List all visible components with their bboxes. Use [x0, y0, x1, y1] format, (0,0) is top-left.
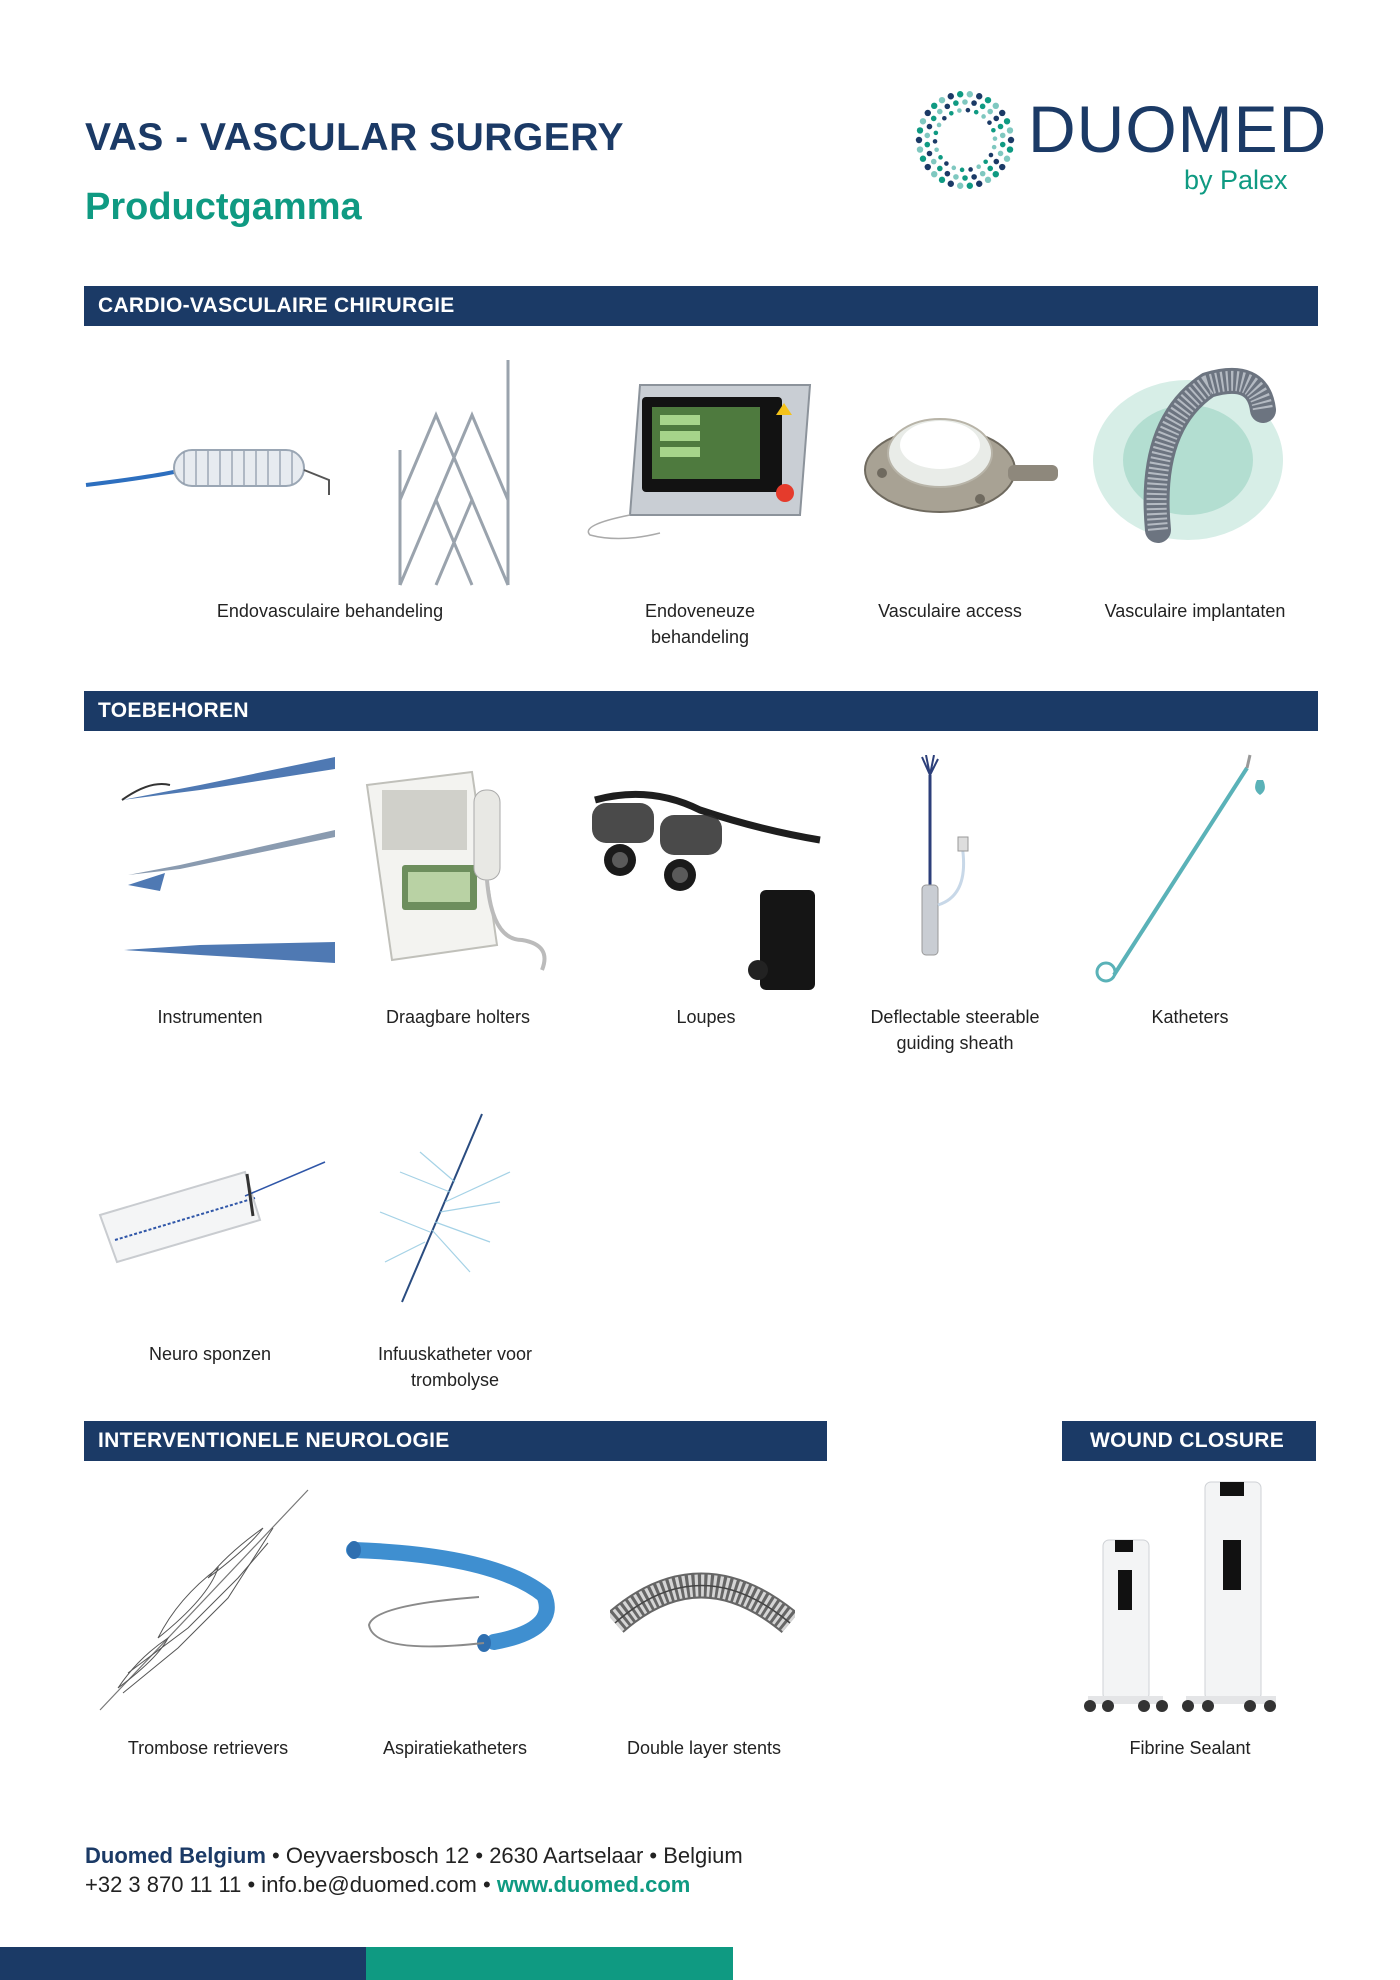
logo-dot	[962, 99, 968, 105]
logo-dot	[980, 171, 986, 177]
product-label: Instrumenten	[157, 1007, 263, 1027]
logo-dot	[925, 110, 931, 116]
logo-dot	[937, 166, 943, 172]
logo-dot	[920, 118, 926, 124]
product-neuro-sponges[interactable]	[95, 1160, 330, 1270]
logo-dot	[931, 159, 937, 165]
duomed-logo	[910, 85, 1330, 200]
logo-dot	[927, 151, 933, 157]
logo-dot	[991, 128, 996, 133]
logo-dot	[999, 164, 1005, 170]
logo-dot	[939, 177, 945, 183]
logo-dot	[957, 108, 962, 113]
logo-dot	[1000, 142, 1006, 148]
access-port-icon	[860, 395, 1060, 520]
logo-dot	[1004, 118, 1010, 124]
logo-dot	[942, 116, 947, 121]
product-thrombus-retrievers[interactable]	[98, 1488, 310, 1713]
logo-dot	[985, 177, 991, 183]
product-label: Aspiratiekatheters	[382, 1738, 528, 1758]
logo-wordmark: DUOMED	[1028, 92, 1328, 166]
logo-dot	[967, 183, 973, 189]
logo-dot	[999, 110, 1005, 116]
logo-dot	[927, 124, 933, 130]
logo-dot	[993, 171, 999, 177]
logo-dot	[993, 136, 998, 141]
section-header-cardio: CARDIO-VASCULAIRE CHIRURGIE	[84, 286, 1318, 326]
page-title: VAS - VASCULAR SURGERY	[85, 116, 624, 159]
logo-dot	[987, 120, 992, 125]
product-label: Endoveneuze behandeling	[644, 601, 756, 647]
logo-dot	[1000, 133, 1006, 139]
product-label: Neuro sponzen	[148, 1344, 272, 1364]
logo-dot	[949, 111, 954, 116]
product-label: Loupes	[676, 1007, 736, 1027]
logo-dot	[917, 127, 923, 133]
logo-dot	[937, 109, 943, 115]
product-catheters[interactable]	[1092, 750, 1272, 990]
logo-dot	[931, 116, 937, 122]
product-aspiration-catheters[interactable]	[344, 1535, 559, 1655]
logo-dot	[993, 159, 999, 165]
logo-dot	[1007, 146, 1013, 152]
logo-dot	[934, 131, 939, 136]
logo-dot	[925, 164, 931, 170]
logo-dot	[931, 171, 937, 177]
product-label: Vasculaire access	[878, 601, 1022, 621]
product-label: Fibrine Sealant	[1129, 1738, 1251, 1758]
logo-dot	[971, 100, 977, 106]
vascular-graft-icon	[1088, 365, 1298, 545]
logo-dot	[966, 108, 971, 113]
product-label: Katheters	[1151, 1007, 1229, 1027]
logo-dot	[916, 137, 922, 143]
logo-dot	[998, 124, 1004, 130]
logo-subline: by Palex	[1184, 165, 1288, 195]
product-label: Double layer stents	[626, 1738, 782, 1758]
page-subtitle: Productgamma	[85, 186, 362, 228]
surgical-instruments-icon	[120, 745, 335, 970]
product-double-layer-stents[interactable]	[610, 1563, 795, 1638]
product-label: Endovasculaire behandeling	[216, 601, 444, 621]
product-infusion-catheter[interactable]	[360, 1112, 540, 1307]
product-vascular-access[interactable]	[860, 395, 1060, 520]
logo-dot	[968, 167, 973, 172]
logo-dot	[945, 171, 951, 177]
dotted-ring-logo-icon	[910, 85, 1020, 195]
footer-company: Duomed Belgium	[85, 1843, 266, 1868]
logo-dot	[1008, 137, 1014, 143]
logo-dot	[993, 103, 999, 109]
logo-dot	[944, 161, 949, 166]
logo-dot	[948, 93, 954, 99]
doppler-holter-icon	[362, 770, 562, 975]
neuro-sponge-icon	[95, 1160, 330, 1270]
logo-dot	[976, 93, 982, 99]
product-label: Vasculaire implantaten	[1104, 601, 1286, 621]
logo-dot	[987, 166, 993, 172]
infusion-catheter-icon	[360, 1112, 540, 1307]
logo-dot	[989, 153, 994, 158]
logo-dot	[971, 174, 977, 180]
catheter-icon	[1092, 750, 1272, 990]
logo-dot	[948, 181, 954, 187]
logo-dot	[1004, 156, 1010, 162]
logo-dot	[953, 100, 959, 106]
footer-contact-line	[85, 1872, 690, 1898]
footer-phone-email: +32 3 870 11 11 • info.be@duomed.com •	[85, 1872, 497, 1897]
product-endovenous[interactable]	[580, 375, 820, 550]
logo-dot	[992, 145, 997, 150]
logo-dot	[998, 151, 1004, 157]
section-header-toebehoren: TOEBEHOREN	[84, 691, 1318, 731]
logo-dot	[1007, 127, 1013, 133]
logo-dot	[962, 175, 968, 181]
logo-dot	[939, 97, 945, 103]
logo-dot	[934, 147, 939, 152]
product-label: Deflectable steerable guiding sheath	[870, 1007, 1040, 1053]
logo-dot	[976, 181, 982, 187]
product-vascular-implants[interactable]	[1088, 365, 1298, 545]
product-fibrin-sealant[interactable]	[1078, 1480, 1278, 1715]
section-header-wound: WOUND CLOSURE	[1062, 1421, 1316, 1461]
logo-dot	[957, 183, 963, 189]
footer-bar-teal	[366, 1947, 733, 1980]
logo-dot	[993, 116, 999, 122]
logo-dot	[924, 142, 930, 148]
logo-dot	[933, 139, 938, 144]
product-instruments[interactable]	[120, 745, 335, 970]
logo-dot	[920, 156, 926, 162]
laser-device-icon	[580, 375, 820, 550]
logo-dot	[938, 155, 943, 160]
product-label: Draagbare holters	[385, 1007, 531, 1027]
logo-dot	[985, 97, 991, 103]
double-layer-stent-icon	[610, 1563, 795, 1638]
footer-website-link[interactable]: www.duomed.com	[496, 1872, 691, 1897]
logo-dot	[987, 109, 993, 115]
logo-dot	[967, 91, 973, 97]
logo-dot	[974, 110, 979, 115]
logo-dot	[951, 166, 956, 171]
logo-dot	[945, 104, 951, 110]
product-label: Trombose retrievers	[127, 1738, 289, 1758]
steerable-sheath-icon	[900, 755, 980, 980]
product-steerable-sheath[interactable]	[900, 755, 980, 980]
surgical-loupes-icon	[590, 785, 825, 995]
logo-dot	[960, 168, 965, 173]
logo-dot	[980, 104, 986, 110]
logo-dot	[937, 123, 942, 128]
logo-dot	[931, 103, 937, 109]
aspiration-catheter-icon	[344, 1535, 559, 1655]
logo-dot	[981, 114, 986, 119]
logo-dot	[924, 133, 930, 139]
footer-address: • Oeyvaersbosch 12 • 2630 Aartselaar • Belgium	[265, 1843, 743, 1868]
logo-dot	[976, 164, 981, 169]
section-header-neuro: INTERVENTIONELE NEUROLOGIE	[84, 1421, 827, 1461]
logo-dot	[953, 174, 959, 180]
product-label: Infuuskatheter voor trombolyse	[377, 1344, 533, 1390]
product-endovascular[interactable]	[84, 350, 524, 590]
stent-graft-icon	[84, 350, 524, 590]
footer-address-line	[85, 1843, 743, 1869]
logo-dot	[983, 159, 988, 164]
thrombus-retriever-icon	[98, 1488, 310, 1713]
fibrin-sealant-device-icon	[1078, 1480, 1278, 1715]
logo-dot	[917, 146, 923, 152]
product-loupes[interactable]	[590, 785, 825, 995]
logo-dot	[957, 91, 963, 97]
footer-bar-navy	[0, 1947, 366, 1980]
product-holters[interactable]	[362, 770, 562, 975]
